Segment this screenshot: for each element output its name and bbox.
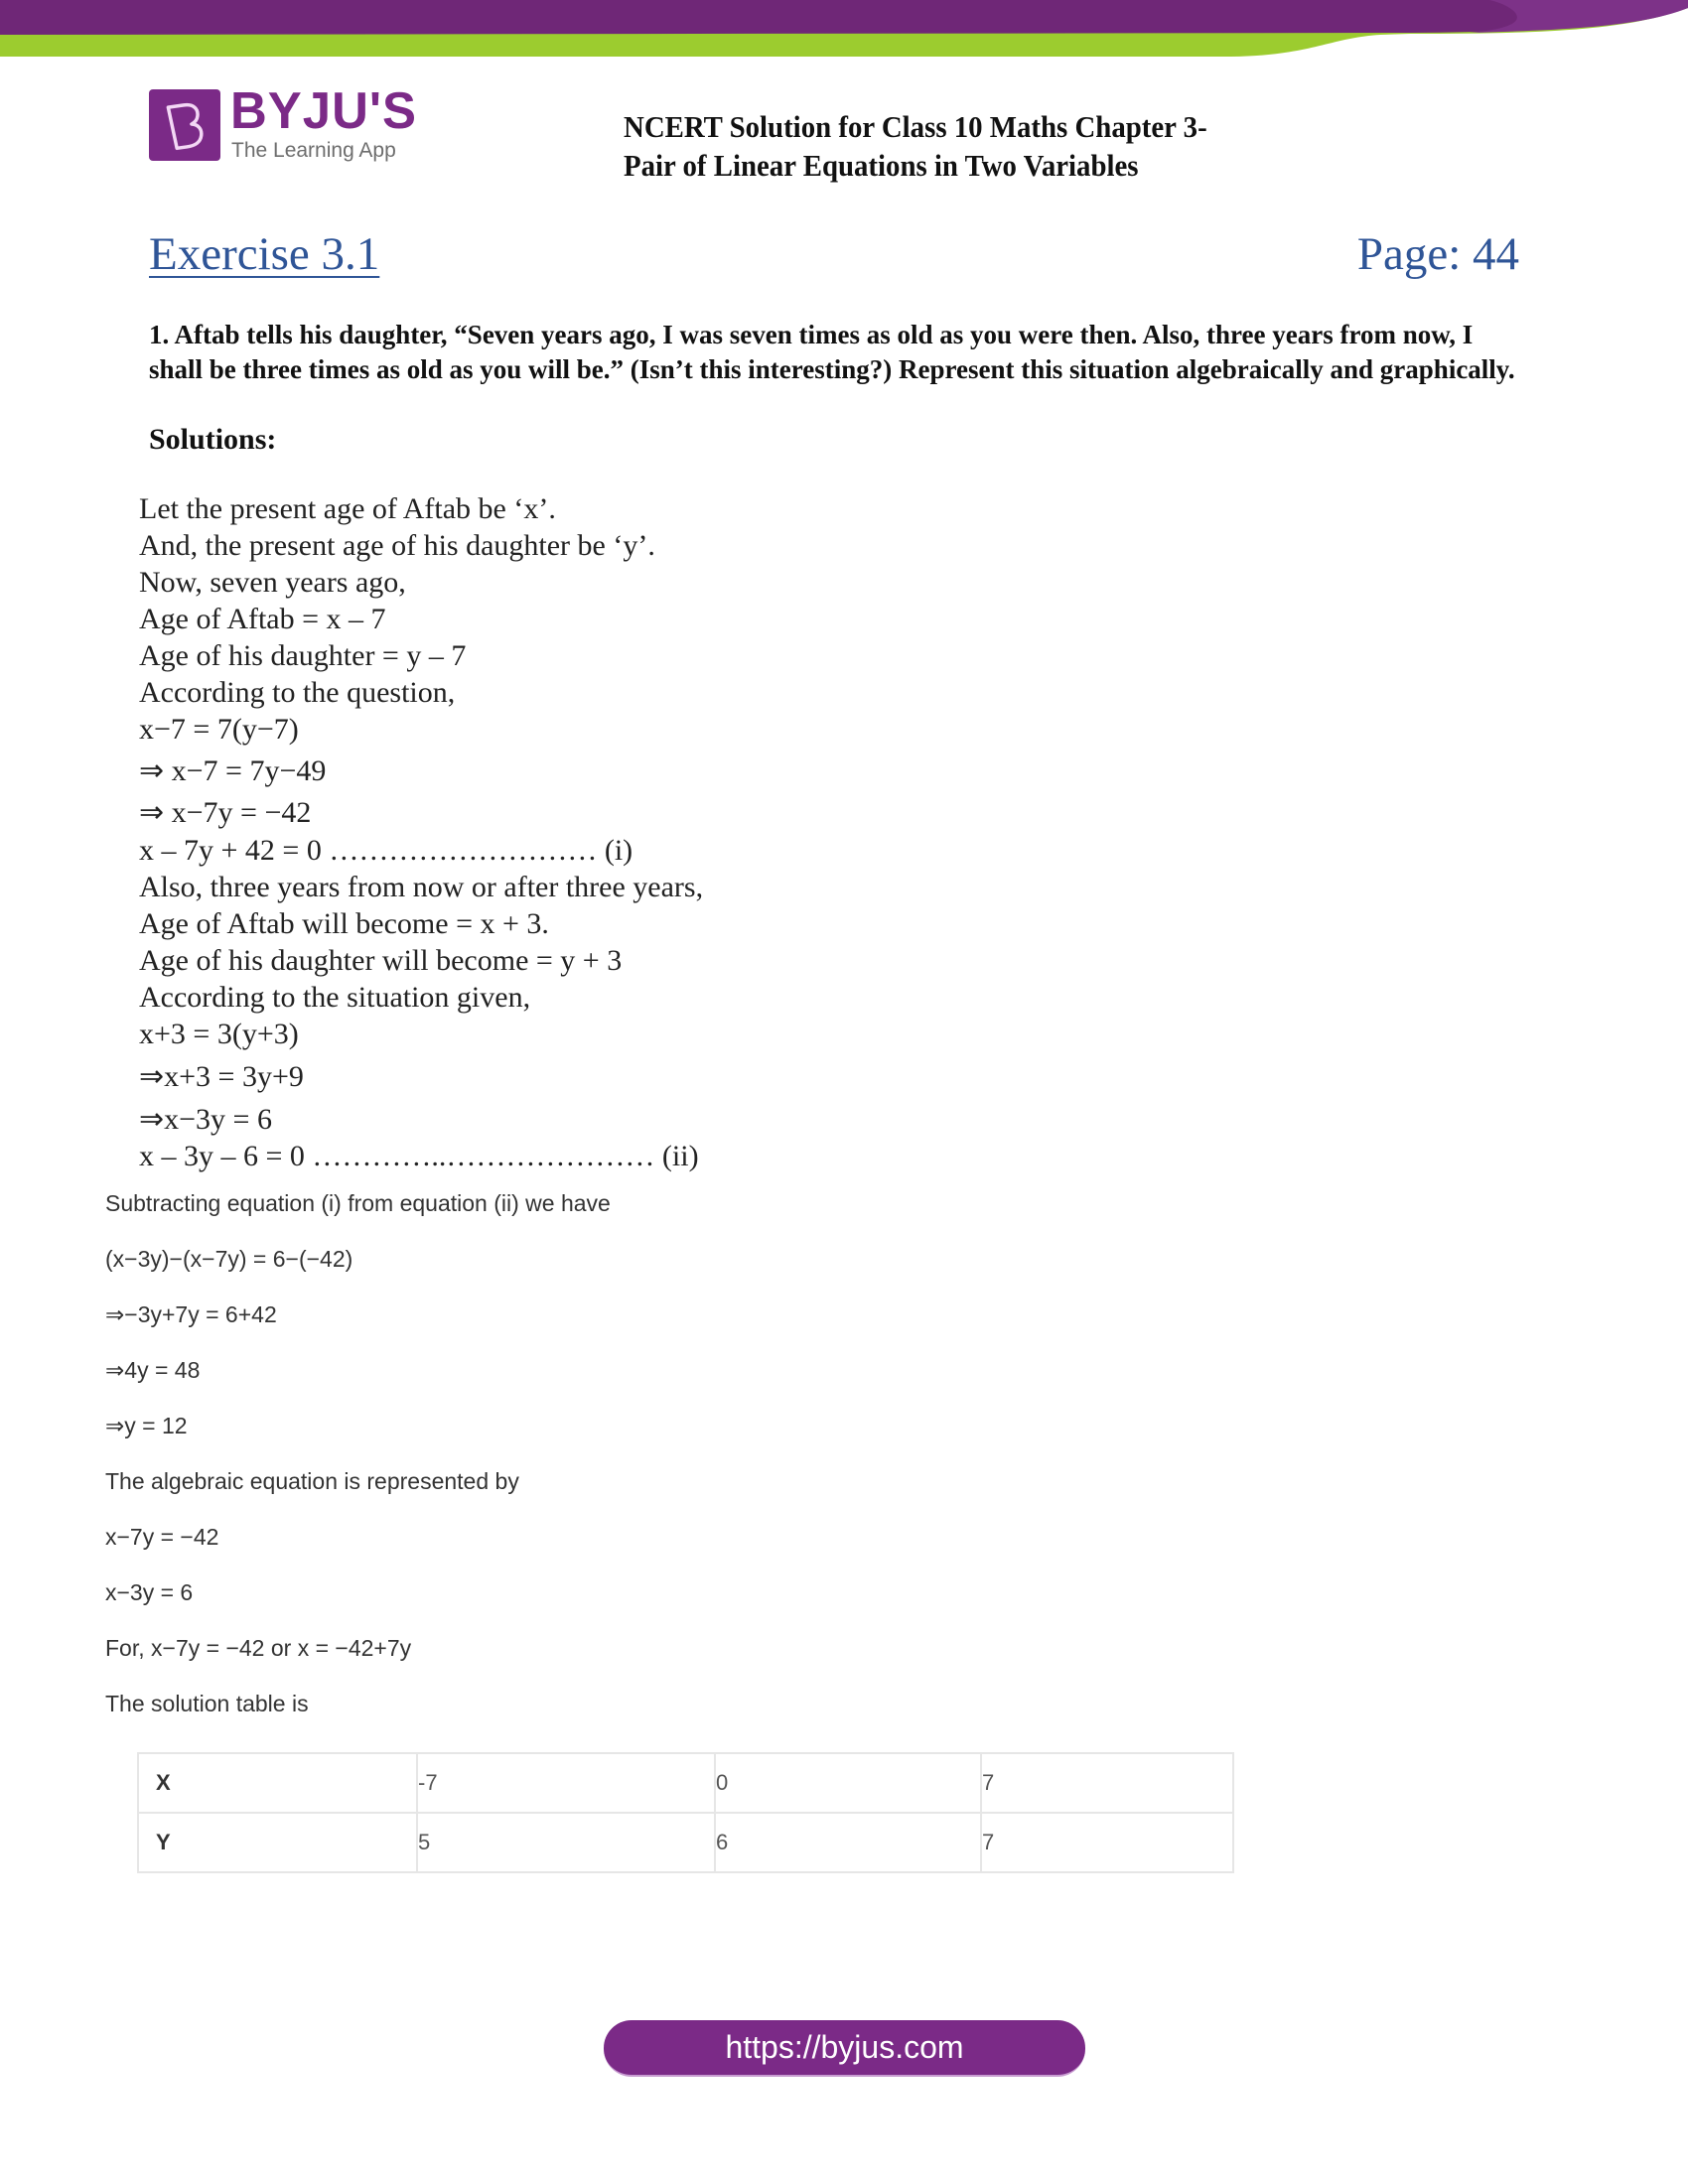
solution-text: x−3y = 6 <box>105 1579 194 1605</box>
question-text: 1. Aftab tells his daughter, “Seven years ago, I was seven times as old as you were then. Also, three years from now, I shall be three times as old as you will be.” (Isn’t this interesting?) Represent this situation algebraically and graphically. <box>149 320 1515 384</box>
solution-line: ⇒ x−7 = 7y−49 <box>139 754 327 787</box>
solution-line: And, the present age of his daughter be ‘y’. <box>139 529 655 562</box>
solution-line: Age of his daughter = y – 7 <box>139 639 467 672</box>
table-cell: 7 <box>981 1753 1233 1813</box>
solution-text: ⇒y = 12 <box>105 1413 188 1438</box>
solution-line: ⇒x−3y = 6 <box>139 1103 272 1136</box>
document-title-line-1: NCERT Solution for Class 10 Maths Chapter 3- <box>624 109 1207 144</box>
exercise-title: Exercise 3.1 <box>149 228 380 280</box>
solution-line: According to the situation given, <box>139 981 531 1014</box>
solution-line: Now, seven years ago, <box>139 566 406 599</box>
equation-i: x – 7y + 42 = 0 ……………………… (i) <box>139 834 633 867</box>
table-cell: 0 <box>715 1753 981 1813</box>
solution-text: ⇒4y = 48 <box>105 1357 201 1383</box>
solution-line: x+3 = 3(y+3) <box>139 1018 299 1050</box>
solution-line: Also, three years from now or after three years, <box>139 871 704 903</box>
solution-text: x−7y = −42 <box>105 1524 219 1550</box>
table-cell: 5 <box>417 1813 715 1872</box>
table-cell: 6 <box>715 1813 981 1872</box>
solution-line: x−7 = 7(y−7) <box>139 713 299 746</box>
byjus-logo <box>149 82 417 165</box>
solution-line: Age of Aftab will become = x + 3. <box>139 907 549 940</box>
solution-line: ⇒x+3 = 3y+9 <box>139 1060 304 1093</box>
document-title-line-2: Pair of Linear Equations in Two Variables <box>624 148 1139 183</box>
solution-line: ⇒ x−7y = −42 <box>139 796 312 829</box>
solution-text: The algebraic equation is represented by <box>105 1468 519 1494</box>
equation-ii: x – 3y – 6 = 0 …………..………………… (ii) <box>139 1140 699 1172</box>
footer-url-link[interactable]: https://byjus.com <box>604 2020 1085 2077</box>
solution-text: ⇒−3y+7y = 6+42 <box>105 1301 277 1327</box>
row-label: Y <box>138 1813 417 1872</box>
page-number: Page: 44 <box>1356 228 1519 280</box>
solution-line: Let the present age of Aftab be ‘x’. <box>139 492 556 525</box>
table-cell: -7 <box>417 1753 715 1813</box>
solution-text: (x−3y)−(x−7y) = 6−(−42) <box>105 1246 353 1272</box>
solution-text: For, x−7y = −42 or x = −42+7y <box>105 1635 412 1661</box>
row-label: X <box>138 1753 417 1813</box>
logo-wordmark: BYJU'S <box>230 82 417 140</box>
solution-line: According to the question, <box>139 676 456 709</box>
byjus-b-logo-icon <box>149 89 220 161</box>
solution-text: The solution table is <box>105 1691 309 1716</box>
table-cell: 7 <box>981 1813 1233 1872</box>
document-title <box>624 107 1207 185</box>
table-row-x <box>138 1753 1233 1813</box>
solution-text: Subtracting equation (i) from equation (ii) we have <box>105 1190 611 1216</box>
header-wave-band <box>0 0 1688 60</box>
solution-line: Age of his daughter will become = y + 3 <box>139 944 623 977</box>
solution-line: Age of Aftab = x – 7 <box>139 603 386 635</box>
logo-tagline: The Learning App <box>231 139 396 162</box>
solutions-label: Solutions: <box>149 423 277 456</box>
solution-table <box>137 1752 1234 1873</box>
table-row-y <box>138 1813 1233 1872</box>
